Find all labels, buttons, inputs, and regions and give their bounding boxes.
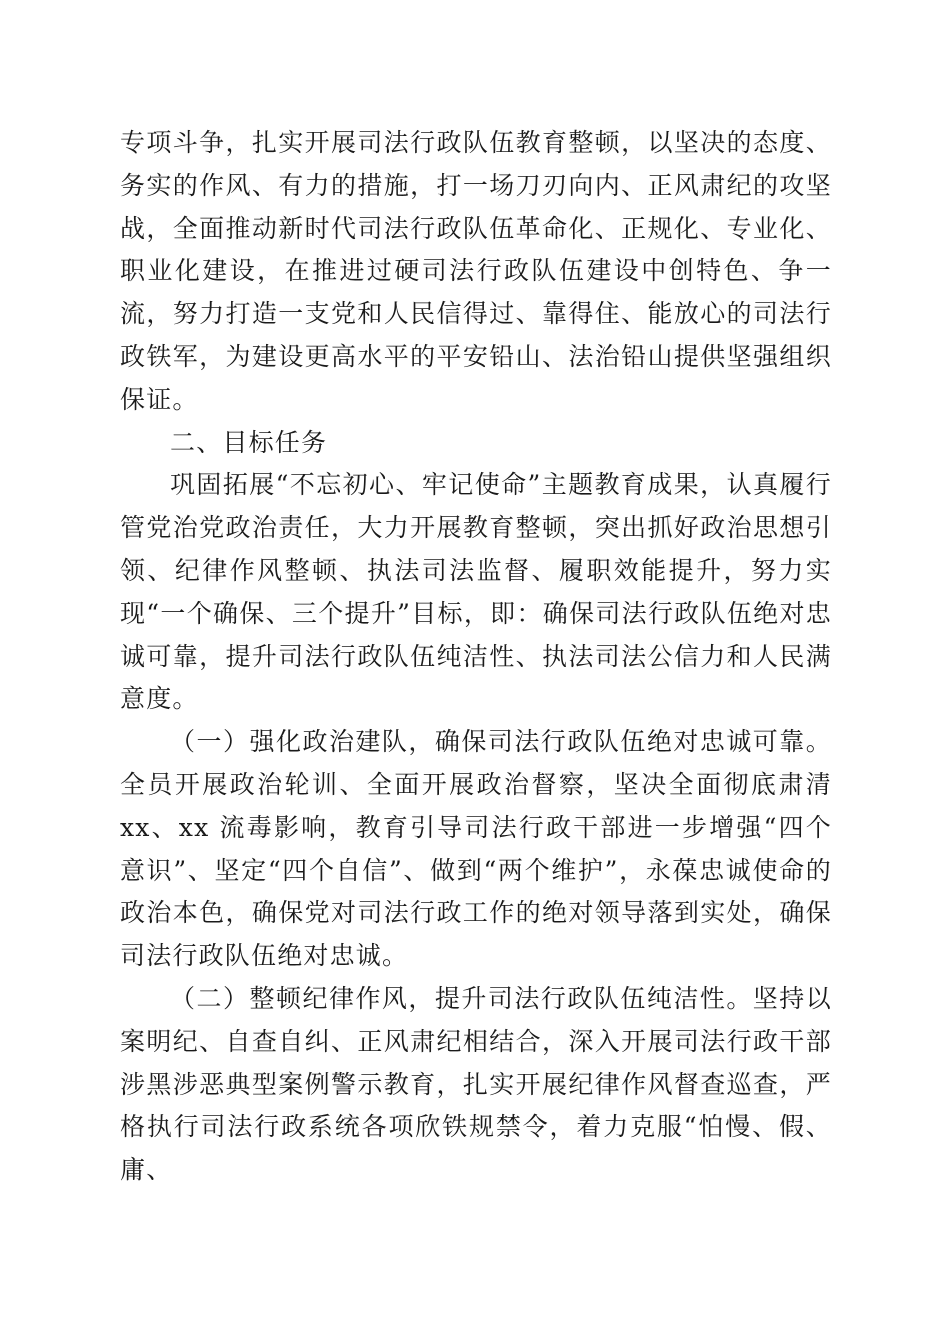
document-body bbox=[120, 122, 832, 1192]
paragraph-mission-statement: 专项斗争，扎实开展司法行政队伍教育整顿，以坚决的态度、务实的作风、有力的措施，打一场刀刃向内、正风肃纪的攻坚战，全面推动新时代司法行政队伍革命化、正规化、专业化、职业化建设，在推进过硬司法行政队伍建设中创特色、争一流，努力打造一支党和人民信得过、靠得住、能放心的司法行政铁军，为建设更高水平的平安铅山、法治铅山提供坚强组织保证。 bbox=[120, 128, 832, 414]
paragraph-goals-overview: 巩固拓展“不忘初心、牢记使命”主题教育成果，认真履行管党治党政治责任，大力开展教育整顿，突出抓好政治思想引领、纪律作风整顿、执法司法监督、履职效能提升，努力实现“一个确保、三个提升”目标，即：确保司法行政队伍绝对忠诚可靠，提升司法行政队伍纯洁性、执法司法公信力和人民满意度。 bbox=[120, 470, 832, 714]
paragraph-discipline-rectification: （二）整顿纪律作风，提升司法行政队伍纯洁性。坚持以案明纪、自查自纠、正风肃纪相结合，深入开展司法行政干部涉黑涉恶典型案例警示教育，扎实开展纪律作风督查巡查，严格执行司法行政系统各项欣铁规禁令，着力克服“怕慢、假、庸、 bbox=[120, 983, 832, 1185]
section-heading-goals: 二、目标任务 bbox=[170, 427, 328, 457]
paragraph-political-building: （一）强化政治建队，确保司法行政队伍绝对忠诚可靠。全员开展政治轮训、全面开展政治督察，坚决全面彻底肃清 xx、xx 流毒影响，教育引导司法行政干部进一步增强“四个意识”、坚定“四个自信”、做到“两个维护”，永葆忠诚使命的政治本色，确保党对司法行政工作的绝对领导落到实处，确保司法行政队伍绝对忠诚。 bbox=[120, 727, 832, 971]
